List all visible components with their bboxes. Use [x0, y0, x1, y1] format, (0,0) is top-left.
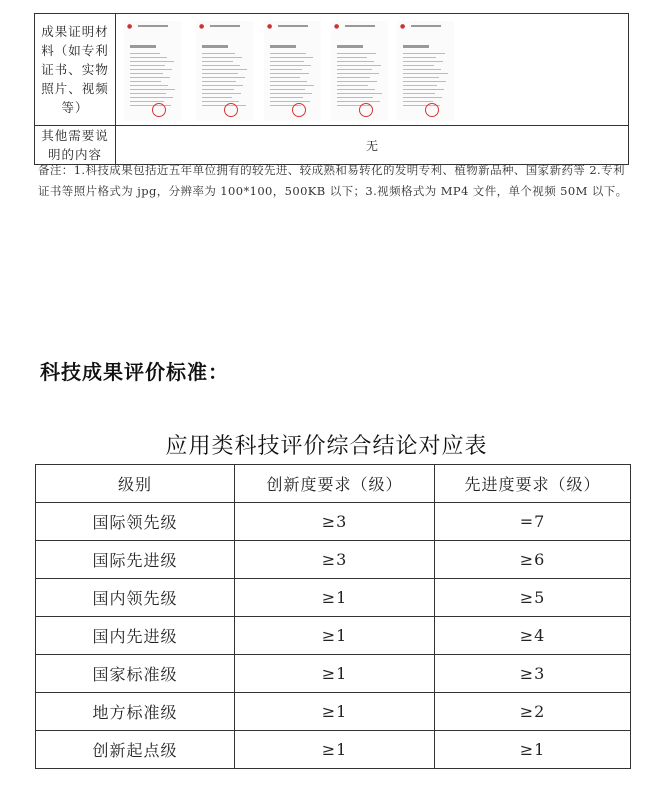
certificate-text-line: [403, 81, 446, 82]
certificate-text-line: [403, 85, 437, 86]
certificate-text-line: [270, 81, 307, 82]
certificate-text-line: [337, 97, 373, 98]
other-info-value: 无: [116, 126, 629, 165]
certificate-text-line: [130, 57, 167, 58]
cell-innovation: ≥1: [235, 731, 435, 769]
cell-advancement: ≥2: [435, 693, 631, 731]
certificate-text-line: [270, 93, 312, 94]
certificate-text-line: [403, 101, 433, 102]
certificate-text-line: [270, 57, 313, 58]
certificate-text-line: [270, 89, 305, 90]
cell-innovation: ≥1: [235, 693, 435, 731]
cell-advancement: ≥1: [435, 731, 631, 769]
certificate-title-line: [345, 25, 375, 27]
certificate-text-line: [337, 81, 377, 82]
cell-level: 国际先进级: [36, 541, 235, 579]
certificate-text-line: [202, 101, 239, 102]
table-row: [36, 503, 631, 541]
certificate-text-line: [202, 73, 238, 74]
certificate-text-line: [403, 73, 448, 74]
certificate-text-line: [202, 53, 235, 54]
red-seal-icon: [425, 103, 439, 117]
certificate-text-line: [403, 77, 439, 78]
certificate-text-line: [403, 65, 434, 66]
certificate-bar: [130, 45, 156, 48]
cell-innovation: ≥1: [235, 617, 435, 655]
certificate-text-line: [202, 93, 241, 94]
certificate-text-line: [202, 69, 247, 70]
certificate-text-line: [337, 61, 374, 62]
header-level: 级别: [36, 465, 235, 503]
cell-level: 国家标准级: [36, 655, 235, 693]
certificate-text-line: [270, 101, 310, 102]
table-row: [36, 541, 631, 579]
certificate-title-line: [138, 25, 168, 27]
certificate-title-line: [278, 25, 308, 27]
certificate-text-line: [403, 57, 436, 58]
certificate-title-line: [411, 25, 441, 27]
certificate-text-line: [202, 65, 240, 66]
certificate-text-line: [270, 85, 314, 86]
certificate-text-line: [270, 53, 306, 54]
certificate-thumbnail: [397, 21, 454, 121]
cell-advancement: ≥4: [435, 617, 631, 655]
certificate-text-line: [202, 61, 233, 62]
red-seal-icon: [292, 103, 306, 117]
certificate-text-line: [130, 77, 170, 78]
certificate-text-line: [202, 57, 242, 58]
certificate-text-line: [270, 77, 300, 78]
certificate-text-line: [270, 97, 303, 98]
certificate-logo-icon: ●: [199, 23, 205, 30]
cell-level: 国内先进级: [36, 617, 235, 655]
evaluation-table: [35, 464, 631, 769]
table-row: [36, 579, 631, 617]
table-row: [36, 693, 631, 731]
table-header-row: [36, 465, 631, 503]
cell-level: 地方标准级: [36, 693, 235, 731]
cell-level: 国内领先级: [36, 579, 235, 617]
red-seal-icon: [359, 103, 373, 117]
cell-innovation: ≥3: [235, 503, 435, 541]
certificate-thumbnail: [196, 21, 253, 121]
certificate-text-line: [270, 61, 304, 62]
certificate-text-line: [130, 93, 166, 94]
certificate-text-line: [337, 85, 368, 86]
certificate-text-line: [130, 61, 174, 62]
certificate-text-line: [337, 101, 380, 102]
table-row: [36, 655, 631, 693]
certificate-text-line: [337, 77, 370, 78]
certificate-bar: [202, 45, 228, 48]
certificate-text-line: [130, 89, 175, 90]
certificate-text-line: [337, 89, 375, 90]
certificate-text-line: [403, 61, 443, 62]
certificate-bar: [337, 45, 363, 48]
certificate-text-line: [337, 53, 376, 54]
evidence-table: [34, 13, 629, 165]
cell-level: 国际领先级: [36, 503, 235, 541]
certificate-text-line: [130, 97, 173, 98]
certificate-logo-icon: ●: [267, 23, 273, 30]
red-seal-icon: [152, 103, 166, 117]
certificate-text-line: [202, 89, 234, 90]
certificate-logo-icon: ●: [127, 23, 133, 30]
cell-advancement: =7: [435, 503, 631, 541]
cell-level: 创新起点级: [36, 731, 235, 769]
certificate-text-line: [337, 57, 367, 58]
cell-innovation: ≥1: [235, 655, 435, 693]
header-advancement: 先进度要求（级）: [435, 465, 631, 503]
certificate-logo-icon: ●: [400, 23, 406, 30]
table-row: [36, 731, 631, 769]
other-info-label: 其他需要说明的内容: [35, 126, 116, 165]
certificate-title-line: [210, 25, 240, 27]
certificate-text-line: [403, 89, 444, 90]
certificate-text-line: [403, 97, 442, 98]
cell-advancement: ≥5: [435, 579, 631, 617]
cell-innovation: ≥1: [235, 579, 435, 617]
certificate-thumbnail: [124, 21, 181, 121]
header-innovation: 创新度要求（级）: [235, 465, 435, 503]
certificate-text-line: [202, 97, 232, 98]
cell-advancement: ≥3: [435, 655, 631, 693]
table-row: [36, 617, 631, 655]
certificate-text-line: [337, 65, 381, 66]
cell-advancement: ≥6: [435, 541, 631, 579]
note-text: 备注：1.科技成果包括近五年单位拥有的较先进、较成熟和易转化的发明专利、植物新品种、国家新药等 2.专利证书等照片格式为 jpg，分辨率为 100*100，500KB 以下；3.视频格式为 MP4 文件，单个视频 50M 以下。: [38, 163, 628, 198]
cell-innovation: ≥3: [235, 541, 435, 579]
red-seal-icon: [224, 103, 238, 117]
certificate-thumbnail: [331, 21, 388, 121]
certificate-text-line: [337, 73, 379, 74]
certificate-text-line: [403, 69, 441, 70]
certificate-text-line: [202, 77, 245, 78]
certificate-text-line: [130, 73, 163, 74]
certificate-text-line: [130, 101, 164, 102]
certificate-text-line: [337, 69, 372, 70]
section-heading: 科技成果评价标准：: [40, 360, 229, 384]
certificate-text-line: [270, 73, 309, 74]
certificate-text-line: [202, 81, 236, 82]
certificate-text-line: [130, 53, 160, 54]
certificate-text-line: [130, 69, 172, 70]
certificate-logo-icon: ●: [334, 23, 340, 30]
certificate-text-line: [270, 69, 302, 70]
certificate-text-line: [130, 85, 168, 86]
certificate-text-line: [403, 53, 445, 54]
certificate-text-line: [270, 65, 311, 66]
certificate-thumbnail: [264, 21, 321, 121]
evidence-thumbnails: [116, 14, 629, 126]
certificate-text-line: [130, 81, 161, 82]
table-title: 应用类科技评价综合结论对应表: [165, 434, 488, 459]
evidence-label: 成果证明材料（如专利证书、实物照片、视频等）: [35, 14, 116, 126]
certificate-text-line: [130, 65, 165, 66]
certificate-text-line: [403, 93, 435, 94]
certificate-bar: [403, 45, 429, 48]
certificate-text-line: [337, 93, 382, 94]
certificate-bar: [270, 45, 296, 48]
certificate-text-line: [202, 85, 243, 86]
